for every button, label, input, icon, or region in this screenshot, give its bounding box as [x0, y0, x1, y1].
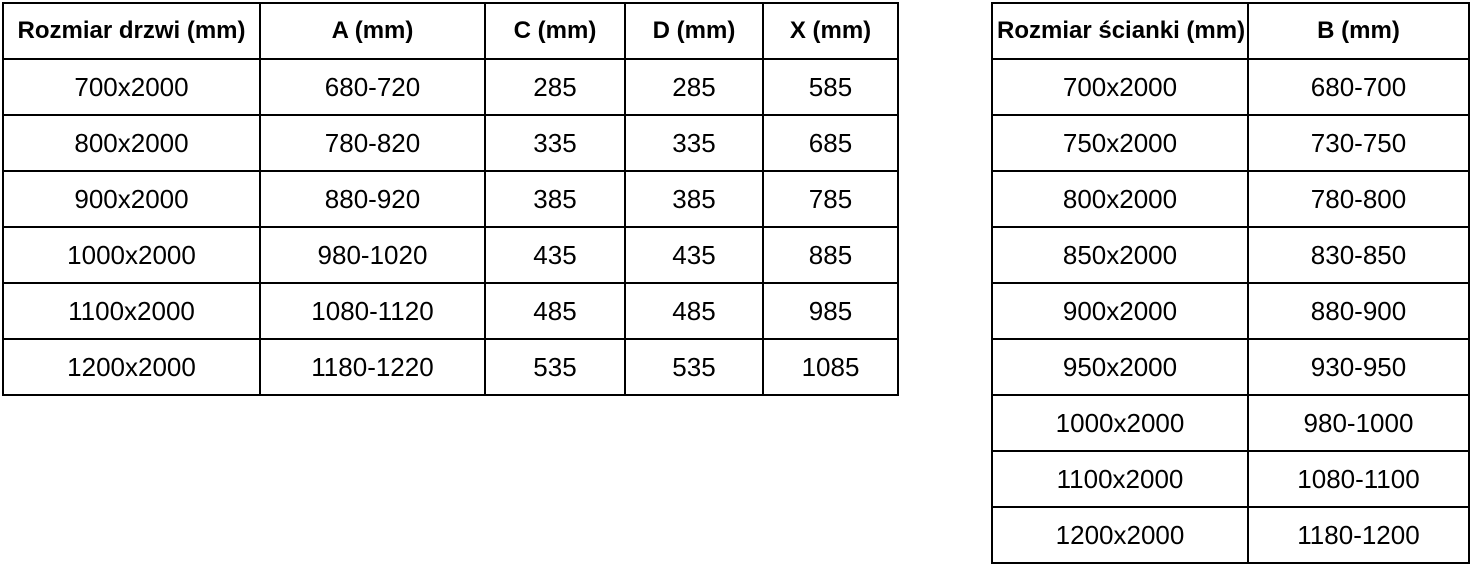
table-cell: 1180-1200: [1248, 507, 1469, 563]
table-row: [3, 227, 898, 283]
table-row: [3, 115, 898, 171]
table-row: [992, 59, 1469, 115]
table-cell: 1000x2000: [3, 227, 260, 283]
table-cell: 780-800: [1248, 171, 1469, 227]
table-cell: 880-920: [260, 171, 485, 227]
column-header-x: X (mm): [763, 3, 898, 59]
table-cell: 435: [625, 227, 763, 283]
table-cell: 830-850: [1248, 227, 1469, 283]
table-cell: 780-820: [260, 115, 485, 171]
column-header-c: C (mm): [485, 3, 625, 59]
table-cell: 285: [485, 59, 625, 115]
table-cell: 680-720: [260, 59, 485, 115]
table-cell: 535: [485, 339, 625, 395]
table-row: [992, 115, 1469, 171]
table-cell: 535: [625, 339, 763, 395]
table-cell: 800x2000: [3, 115, 260, 171]
column-header-b: B (mm): [1248, 3, 1469, 59]
table-cell: 1000x2000: [992, 395, 1248, 451]
table-cell: 885: [763, 227, 898, 283]
table-cell: 285: [625, 59, 763, 115]
table-cell: 685: [763, 115, 898, 171]
table-cell: 980-1020: [260, 227, 485, 283]
table-cell: 750x2000: [992, 115, 1248, 171]
table-cell: 785: [763, 171, 898, 227]
table-cell: 730-750: [1248, 115, 1469, 171]
table-cell: 850x2000: [992, 227, 1248, 283]
column-header-rozmiar-scianki: Rozmiar ścianki (mm): [992, 3, 1248, 59]
column-header-a: A (mm): [260, 3, 485, 59]
table-cell: 485: [485, 283, 625, 339]
table-cell: 1200x2000: [3, 339, 260, 395]
table-cell: 900x2000: [992, 283, 1248, 339]
table-cell: 1180-1220: [260, 339, 485, 395]
table-cell: 700x2000: [3, 59, 260, 115]
table-row: [992, 395, 1469, 451]
table-row: [992, 171, 1469, 227]
table-cell: 800x2000: [992, 171, 1248, 227]
table-cell: 930-950: [1248, 339, 1469, 395]
table-header-row: [3, 3, 898, 59]
table-cell: 335: [625, 115, 763, 171]
doors-size-table: [2, 2, 899, 396]
column-header-rozmiar-drzwi: Rozmiar drzwi (mm): [3, 3, 260, 59]
column-header-d: D (mm): [625, 3, 763, 59]
table-header-row: [992, 3, 1469, 59]
table-cell: 680-700: [1248, 59, 1469, 115]
table-cell: 1085: [763, 339, 898, 395]
table-row: [992, 339, 1469, 395]
table-cell: 1100x2000: [992, 451, 1248, 507]
table-cell: 880-900: [1248, 283, 1469, 339]
table-row: [992, 451, 1469, 507]
table-row: [992, 507, 1469, 563]
table-cell: 900x2000: [3, 171, 260, 227]
table-cell: 485: [625, 283, 763, 339]
table-cell: 700x2000: [992, 59, 1248, 115]
table-cell: 1080-1100: [1248, 451, 1469, 507]
table-row: [992, 283, 1469, 339]
table-row: [3, 171, 898, 227]
table-cell: 1100x2000: [3, 283, 260, 339]
table-cell: 1080-1120: [260, 283, 485, 339]
table-cell: 980-1000: [1248, 395, 1469, 451]
table-cell: 950x2000: [992, 339, 1248, 395]
table-row: [3, 339, 898, 395]
table-cell: 1200x2000: [992, 507, 1248, 563]
table-cell: 385: [625, 171, 763, 227]
table-row: [3, 283, 898, 339]
table-cell: 385: [485, 171, 625, 227]
table-cell: 335: [485, 115, 625, 171]
table-cell: 985: [763, 283, 898, 339]
table-row: [992, 227, 1469, 283]
wall-panel-size-table: [991, 2, 1470, 564]
table-cell: 585: [763, 59, 898, 115]
table-cell: 435: [485, 227, 625, 283]
table-row: [3, 59, 898, 115]
